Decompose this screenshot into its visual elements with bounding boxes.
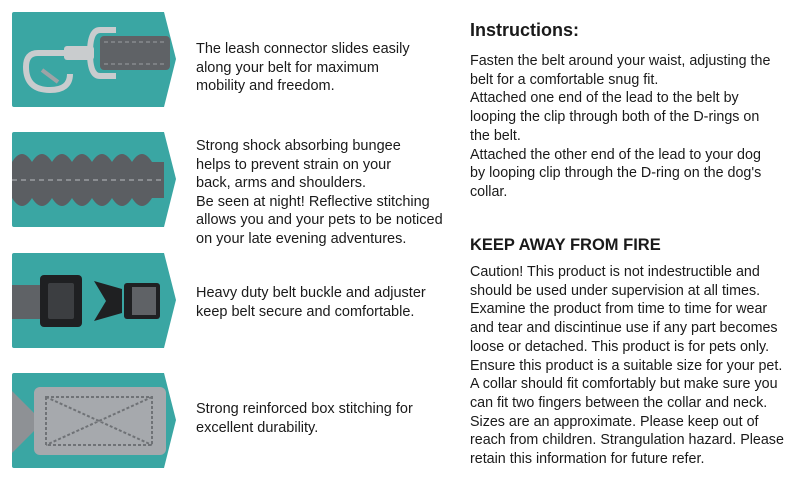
- feature-text-box-stitching: Strong reinforced box stitching for excellent durability.: [196, 401, 413, 436]
- feature-text-buckle: Heavy duty belt buckle and adjuster keep belt secure and comfortable.: [196, 285, 426, 320]
- instructions-text: Fasten the belt around your waist, adjusting the belt for a comfortable snug fit. Attached one end of the lead to the belt by looping the clip through both of the D-rings on the belt. Attached the other end of the lead to your dog by looping clip through the D-ring on the dog's collar.: [470, 53, 771, 200]
- warning-text: Caution! This product is not indestructible and should be used under supervision at all times. Examine the product from time to time for wear and tear and discintinue use if any part becomes loose or detached. This product is for pets only. Ensure this product is a suitable size for your pet. A collar should fit comfortably but make sure you can fit two fingers between the collar and neck. Sizes are an approximate. Please keep out of reach from children. Strangulation hazard. Please retain this information for future refer.: [470, 264, 784, 468]
- feature-tile-buckle: [12, 253, 184, 348]
- feature-text-leash-clip: The leash connector slides easily along your belt for maximum mobility and freedom.: [196, 41, 410, 94]
- buckle-icon: [12, 253, 184, 348]
- box-stitching-icon: [12, 373, 184, 468]
- leash-clip-icon: [12, 12, 184, 107]
- feature-text-bungee: Strong shock absorbing bungee helps to prevent strain on your back, arms and shoulders. Be seen at night! Reflective stitching allows you and your pets to be noticed on your late evening adventures.: [196, 138, 443, 247]
- feature-tile-bungee: [12, 132, 184, 227]
- bungee-icon: [12, 132, 184, 227]
- instructions-heading: Instructions:: [470, 20, 580, 40]
- warning-heading: KEEP AWAY FROM FIRE: [470, 236, 661, 254]
- feature-tile-leash-clip: [12, 12, 184, 107]
- feature-tile-box-stitching: [12, 373, 184, 468]
